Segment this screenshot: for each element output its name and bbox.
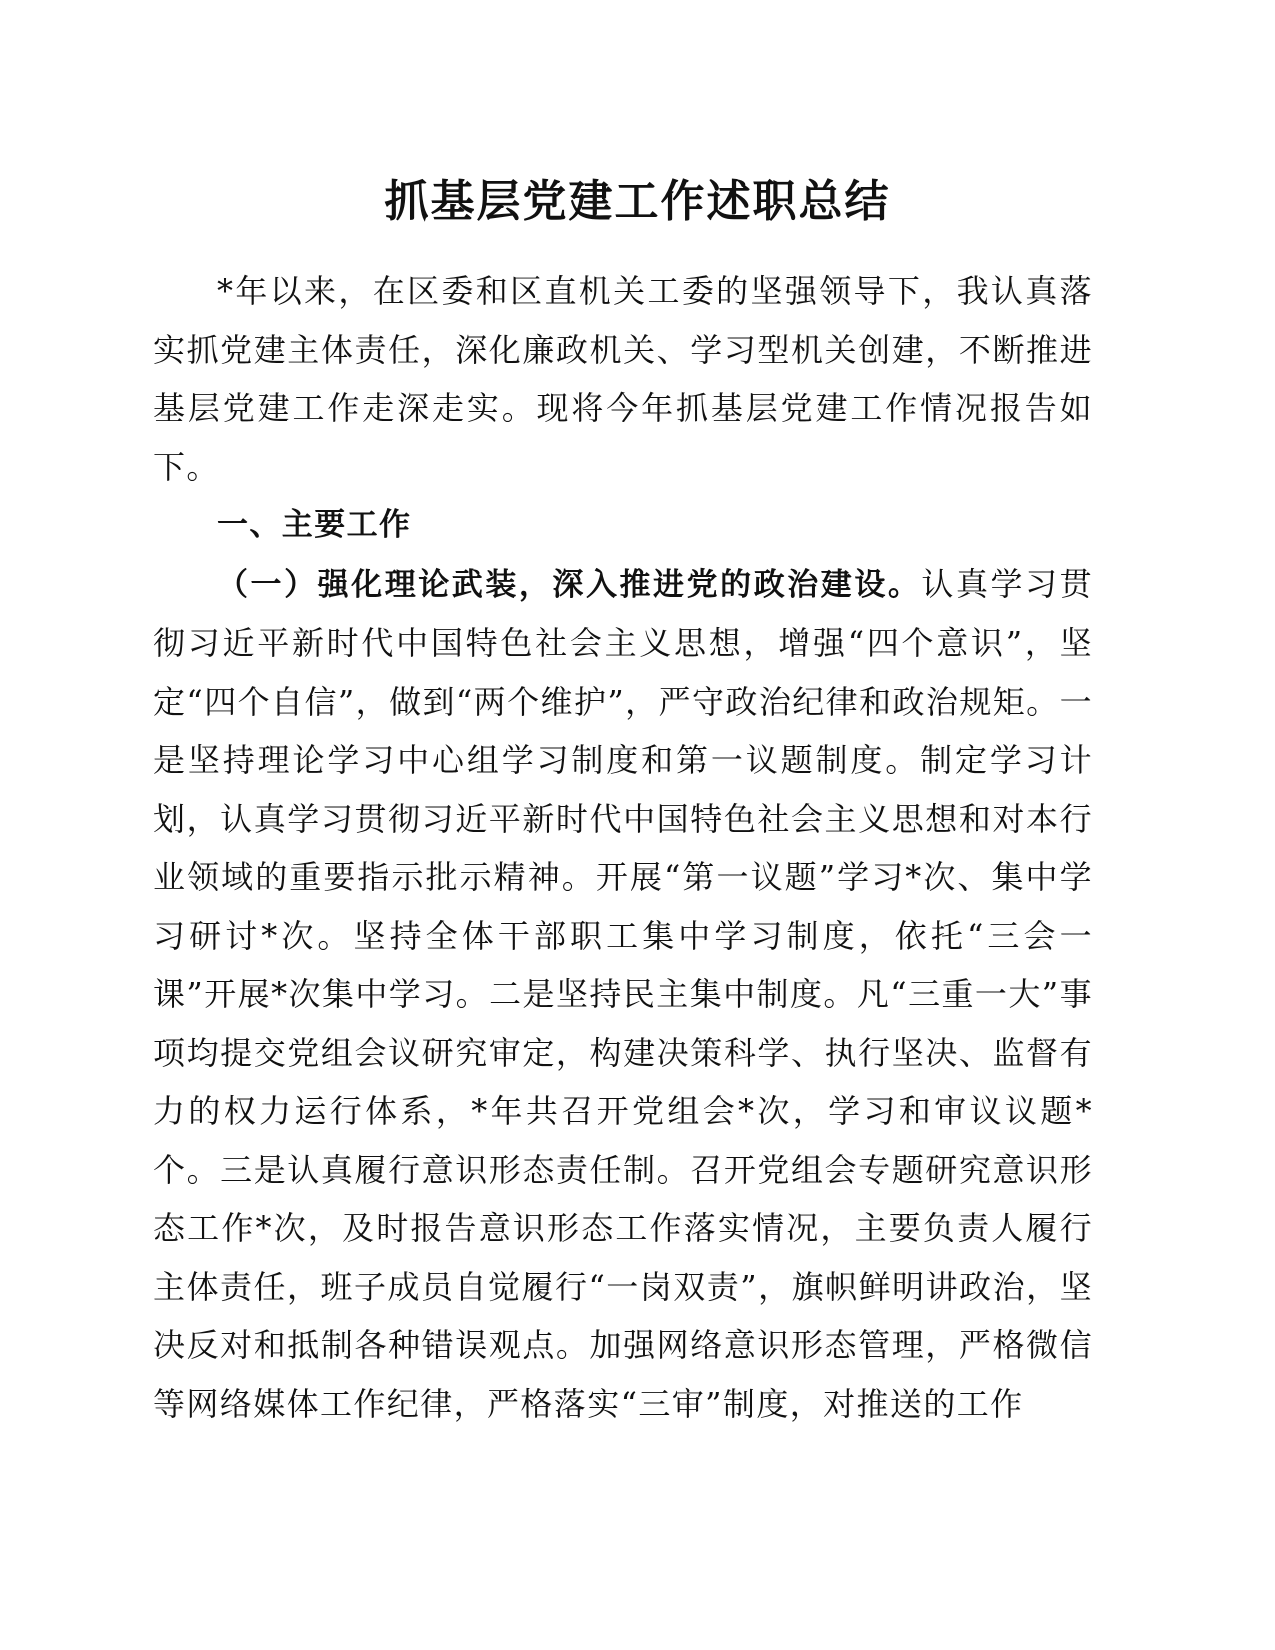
document-body <box>153 262 1093 1433</box>
subsection-body: 认真学习贯彻习近平新时代中国特色社会主义思想，增强“四个意识”，坚定“四个自信”，做到“两个维护”，严守政治纪律和政治规矩。一是坚持理论学习中心组学习制度和第一议题制度。制定学习计划，认真学习贯彻习近平新时代中国特色社会主义思想和对本行业领域的重要指示批示精神。开展“第一议题”学习*次、集中学习研讨*次。坚持全体干部职工集中学习制度，依托“三会一课”开展*次集中学习。二是坚持民主集中制度。凡“三重一大”事项均提交党组会议研究审定，构建决策科学、执行坚决、监督有力的权力运行体系，*年共召开党组会*次，学习和审议议题*个。三是认真履行意识形态责任制。召开党组会专题研究意识形态工作*次，及时报告意识形态工作落实情况，主要负责人履行主体责任，班子成员自觉履行“一岗双责”，旗帜鲜明讲政治，坚决反对和抵制各种错误观点。加强网络意识形态管理，严格微信等网络媒体工作纪律，严格落实“三审”制度，对推送的工作 <box>153 564 1093 1423</box>
document-title: 抓基层党建工作述职总结 <box>384 176 891 227</box>
section-heading: 一、主要工作 <box>217 507 412 543</box>
subsection-paragraph <box>153 555 1093 1434</box>
intro-paragraph: *年以来，在区委和区直机关工委的坚强领导下，我认真落实抓党建主体责任，深化廉政机关、学习型机关创建，不断推进基层党建工作走深走实。现将今年抓基层党建工作情况报告如下。 <box>153 272 1093 486</box>
subsection-title: （一）强化理论武装，深入推进党的政治建设。 <box>217 566 922 603</box>
